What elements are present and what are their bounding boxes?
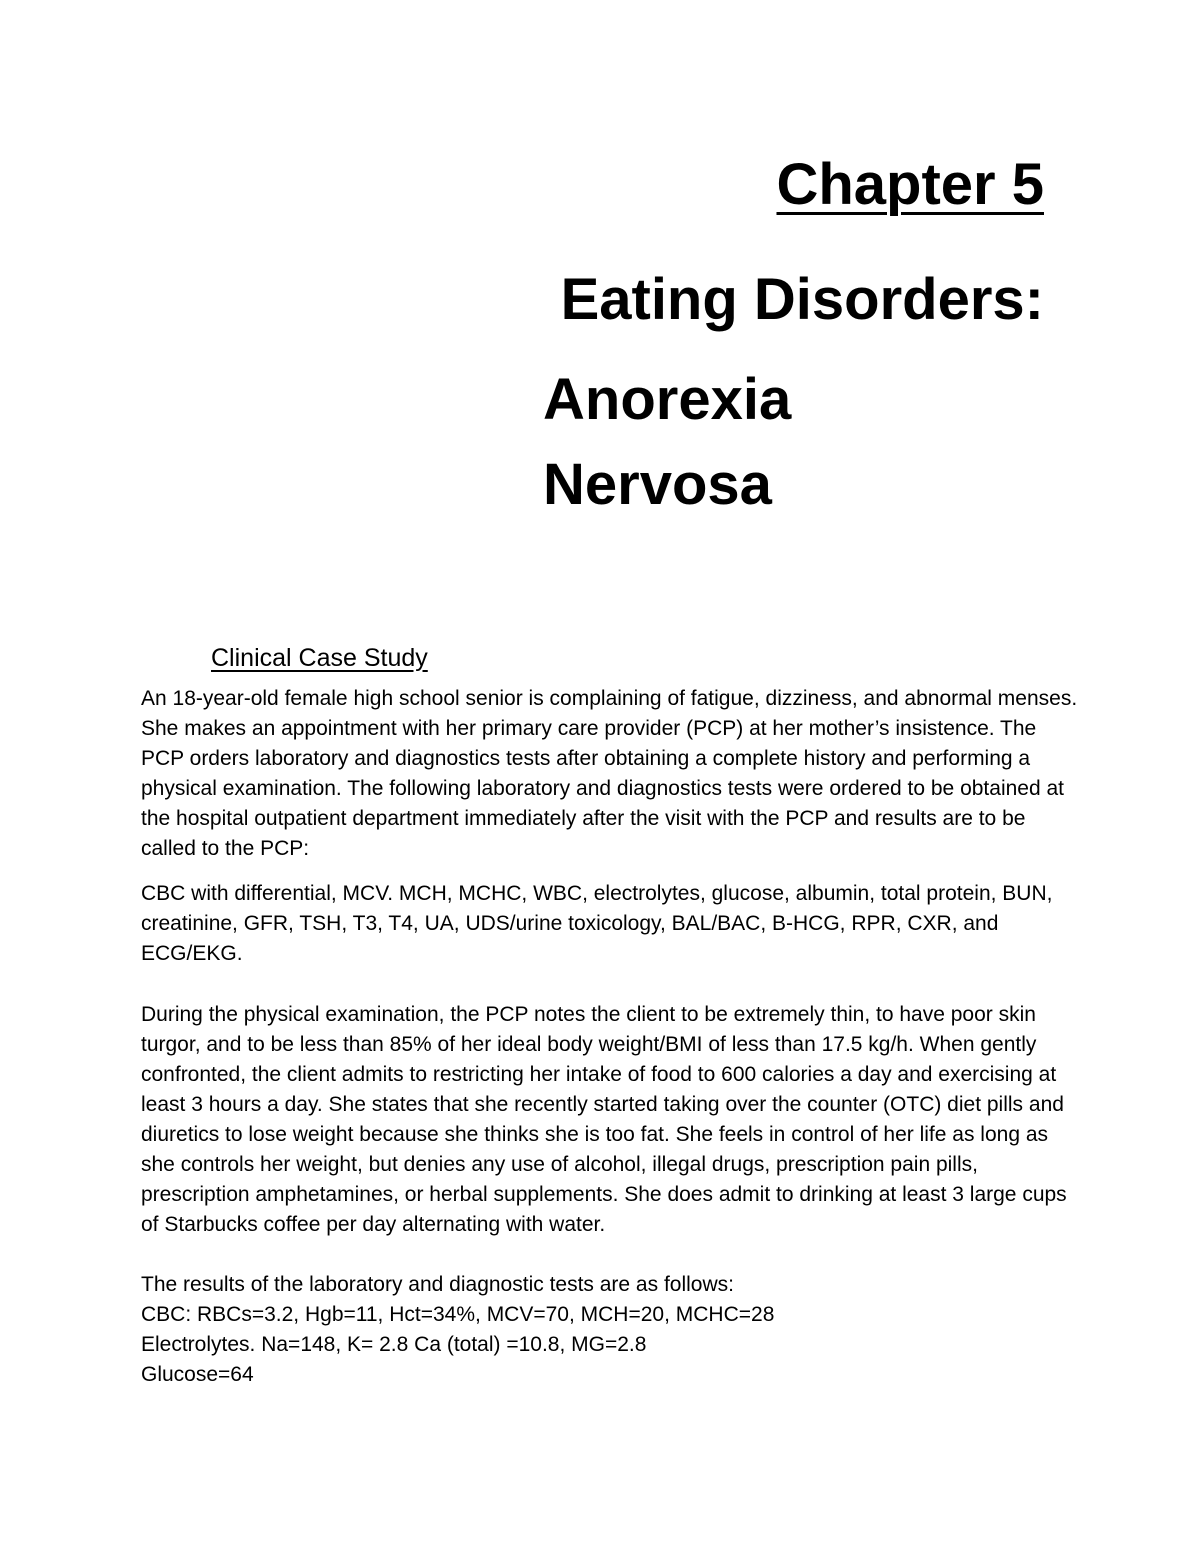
result-line-glucose: Glucose=64 — [141, 1363, 254, 1386]
tests-ordered-paragraph: CBC with differential, MCV. MCH, MCHC, WBC, electrolytes, glucose, albumin, total protein, BUN, creatinine, GFR, TSH, T3, T4, UA, UDS/urine toxicology, BAL/BAC, B-HCG, RPR, CXR, and ECG/EKG. — [141, 882, 1053, 965]
exam-findings-paragraph: During the physical examination, the PCP notes the client to be extremely thin, to have poor skin turgor, and to be less than 85% of her ideal body weight/BMI of less than 17.5 kg/h. When gently confronted, the client admits to restricting her intake of food to 600 calories a day and exercising at least 3 hours a day. She states that she recently started taking over the counter (OTC) diet pills and diuretics to lose weight because she thinks she is too fat. She feels in control of her life as long as she controls her weight, but denies any use of alcohol, illegal drugs, prescription pain pills, prescription amphetamines, or herbal supplements. She does admit to drinking at least 3 large cups of Starbucks coffee per day alternating with water. — [141, 1003, 1067, 1236]
chapter-subtopic-line-2: Nervosa — [543, 452, 772, 517]
results-intro: The results of the laboratory and diagnostic tests are as follows: — [141, 1273, 734, 1296]
result-line-cbc: CBC: RBCs=3.2, Hgb=11, Hct=34%, MCV=70, MCH=20, MCHC=28 — [141, 1303, 775, 1326]
chapter-subtopic-line-1: Anorexia — [543, 367, 792, 432]
case-intro-paragraph: An 18-year-old female high school senior is complaining of fatigue, dizziness, and abnormal menses. She makes an appointment with her primary care provider (PCP) at her mother’s insistence. The PCP orders laboratory and diagnostics tests after obtaining a complete history and performing a physical examination. The following laboratory and diagnostics tests were ordered to be obtained at the hospital outpatient department immediately after the visit with the PCP and results are to be called to the PCP: — [141, 687, 1078, 860]
result-line-electrolytes: Electrolytes. Na=148, K= 2.8 Ca (total) =10.8, MG=2.8 — [141, 1333, 647, 1356]
case-study-heading: Clinical Case Study — [211, 644, 428, 672]
chapter-topic: Eating Disorders: — [560, 267, 1044, 332]
chapter-number: Chapter 5 — [776, 152, 1044, 217]
lab-results-block — [141, 1270, 1081, 1390]
chapter-title-block — [424, 150, 1044, 520]
